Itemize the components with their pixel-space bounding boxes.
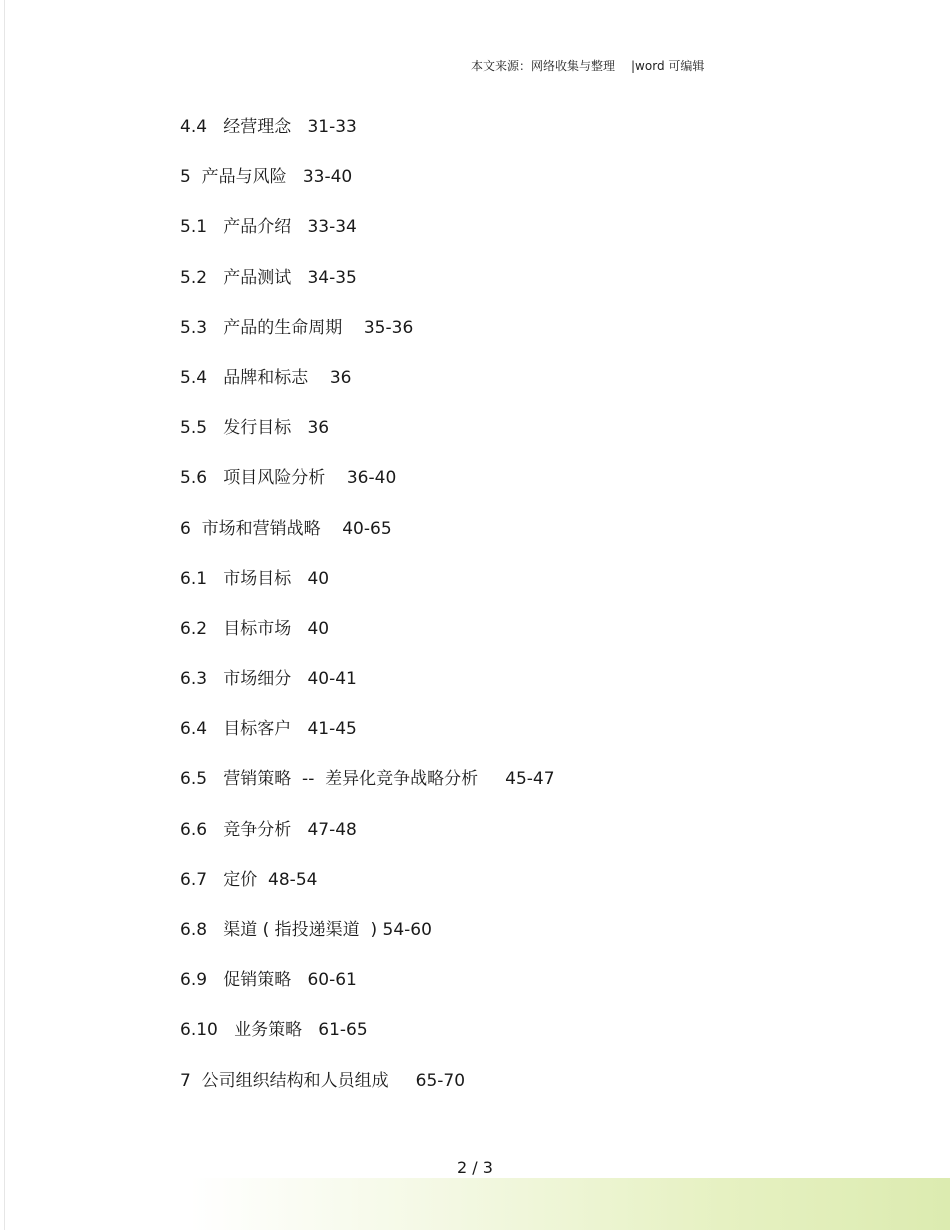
toc-entry: 6.10 业务策略 61-65 — [180, 1020, 368, 1041]
page-edge — [4, 0, 5, 1230]
toc-entry: 6.9 促销策略 60-61 — [180, 970, 357, 991]
page-number: 2 / 3 — [457, 1158, 493, 1177]
toc-entry: 6.8 渠道 ( 指投递渠道 ) 54-60 — [180, 920, 432, 940]
toc-entry: 5.5 发行目标 36 — [180, 418, 330, 439]
header-format-label: |word 可编辑 — [631, 59, 705, 73]
header-source-label: 本文来源：网络收集与整理 — [471, 59, 616, 73]
toc-entry: 6.1 市场目标 40 — [180, 568, 330, 589]
toc-entry: 6.3 市场细分 40-41 — [180, 669, 357, 690]
toc-entry: 6.6 竞争分析 47-48 — [180, 819, 357, 840]
toc-entry: 5 产品与风险 33-40 — [180, 167, 353, 188]
toc-entry: 6.7 定价 48-54 — [180, 869, 318, 890]
toc-entry: 7 公司组织结构和人员组成 65-70 — [180, 1070, 466, 1091]
toc-entry: 5.2 产品测试 34-35 — [180, 267, 357, 288]
table-of-contents — [180, 115, 555, 1119]
toc-entry: 6 市场和营销战略 40-65 — [180, 518, 392, 539]
toc-entry: 6.4 目标客户 41-45 — [180, 719, 357, 740]
toc-entry: 6.2 目标市场 40 — [180, 618, 330, 639]
header-note — [471, 57, 704, 74]
toc-entry: 5.3 产品的生命周期 35-36 — [180, 317, 414, 338]
toc-entry: 6.5 营销策略 -- 差异化竞争战略分析 45-47 — [180, 769, 555, 790]
toc-entry: 5.6 项目风险分析 36-40 — [180, 468, 397, 489]
toc-entry: 5.4 品牌和标志 36 — [180, 367, 352, 388]
footer-decoration-band — [190, 1178, 950, 1230]
toc-entry: 5.1 产品介绍 33-34 — [180, 217, 357, 238]
toc-entry: 4.4 经营理念 31-33 — [180, 117, 357, 137]
